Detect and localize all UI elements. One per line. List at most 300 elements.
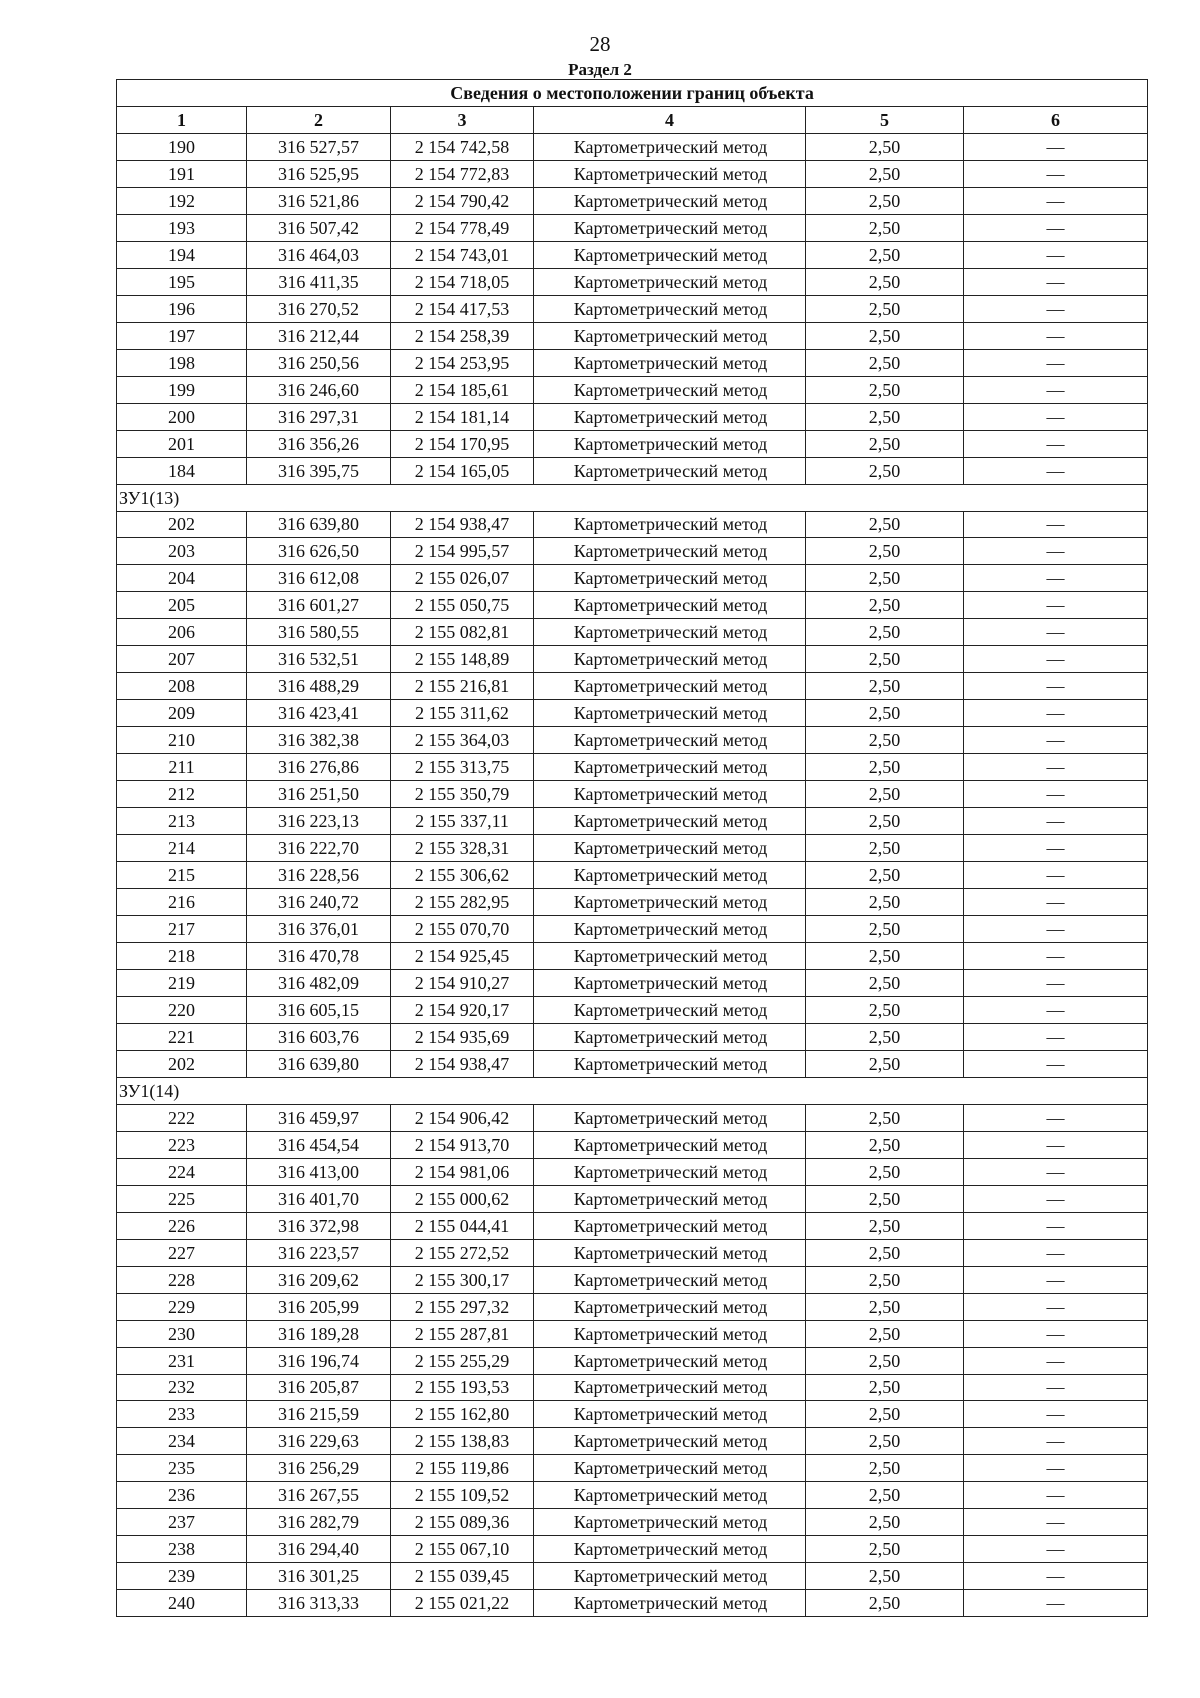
note-cell: —	[964, 1563, 1148, 1590]
method-cell: Картометрический метод	[534, 862, 806, 889]
accuracy-cell: 2,50	[806, 781, 964, 808]
note-cell: —	[964, 943, 1148, 970]
note-cell: —	[964, 1374, 1148, 1401]
y-coordinate-cell: 2 155 255,29	[391, 1347, 534, 1374]
accuracy-cell: 2,50	[806, 754, 964, 781]
note-cell: —	[964, 511, 1148, 538]
x-coordinate-cell: 316 250,56	[247, 349, 391, 376]
method-cell: Картометрический метод	[534, 457, 806, 484]
note-cell: —	[964, 1104, 1148, 1131]
y-coordinate-cell: 2 154 938,47	[391, 511, 534, 538]
y-coordinate-cell: 2 155 162,80	[391, 1401, 534, 1428]
method-cell: Картометрический метод	[534, 916, 806, 943]
accuracy-cell: 2,50	[806, 1050, 964, 1077]
method-cell: Картометрический метод	[534, 1374, 806, 1401]
point-number-cell: 222	[117, 1104, 247, 1131]
accuracy-cell: 2,50	[806, 457, 964, 484]
method-cell: Картометрический метод	[534, 943, 806, 970]
y-coordinate-cell: 2 154 258,39	[391, 322, 534, 349]
table-row	[117, 1428, 1148, 1455]
point-number-cell: 239	[117, 1563, 247, 1590]
table-row	[117, 1131, 1148, 1158]
x-coordinate-cell: 316 454,54	[247, 1131, 391, 1158]
point-number-cell: 195	[117, 268, 247, 295]
method-cell: Картометрический метод	[534, 322, 806, 349]
table-row	[117, 943, 1148, 970]
table-row	[117, 241, 1148, 268]
method-cell: Картометрический метод	[534, 1590, 806, 1617]
accuracy-cell: 2,50	[806, 808, 964, 835]
table-row	[117, 565, 1148, 592]
accuracy-cell: 2,50	[806, 943, 964, 970]
point-number-cell: 224	[117, 1158, 247, 1185]
x-coordinate-cell: 316 251,50	[247, 781, 391, 808]
table-row	[117, 322, 1148, 349]
table-title: Сведения о местоположении границ объекта	[117, 80, 1148, 107]
y-coordinate-cell: 2 154 253,95	[391, 349, 534, 376]
x-coordinate-cell: 316 282,79	[247, 1509, 391, 1536]
accuracy-cell: 2,50	[806, 1374, 964, 1401]
point-number-cell: 191	[117, 160, 247, 187]
table-row	[117, 754, 1148, 781]
point-number-cell: 207	[117, 646, 247, 673]
note-cell: —	[964, 160, 1148, 187]
accuracy-cell: 2,50	[806, 268, 964, 295]
x-coordinate-cell: 316 223,13	[247, 808, 391, 835]
y-coordinate-cell: 2 155 026,07	[391, 565, 534, 592]
method-cell: Картометрический метод	[534, 754, 806, 781]
note-cell: —	[964, 1428, 1148, 1455]
note-cell: —	[964, 538, 1148, 565]
table-row	[117, 1104, 1148, 1131]
method-cell: Картометрический метод	[534, 1104, 806, 1131]
x-coordinate-cell: 316 209,62	[247, 1266, 391, 1293]
note-cell: —	[964, 889, 1148, 916]
accuracy-cell: 2,50	[806, 565, 964, 592]
accuracy-cell: 2,50	[806, 1482, 964, 1509]
x-coordinate-cell: 316 228,56	[247, 862, 391, 889]
x-coordinate-cell: 316 189,28	[247, 1320, 391, 1347]
x-coordinate-cell: 316 488,29	[247, 673, 391, 700]
point-number-cell: 202	[117, 511, 247, 538]
point-number-cell: 201	[117, 430, 247, 457]
x-coordinate-cell: 316 601,27	[247, 592, 391, 619]
point-number-cell: 193	[117, 214, 247, 241]
point-number-cell: 229	[117, 1293, 247, 1320]
table-row	[117, 1455, 1148, 1482]
y-coordinate-cell: 2 154 170,95	[391, 430, 534, 457]
point-number-cell: 212	[117, 781, 247, 808]
method-cell: Картометрический метод	[534, 187, 806, 214]
x-coordinate-cell: 316 270,52	[247, 295, 391, 322]
table-row	[117, 781, 1148, 808]
note-cell: —	[964, 457, 1148, 484]
y-coordinate-cell: 2 154 742,58	[391, 133, 534, 160]
x-coordinate-cell: 316 459,97	[247, 1104, 391, 1131]
method-cell: Картометрический метод	[534, 619, 806, 646]
note-cell: —	[964, 1131, 1148, 1158]
table-row	[117, 862, 1148, 889]
method-cell: Картометрический метод	[534, 1563, 806, 1590]
accuracy-cell: 2,50	[806, 1185, 964, 1212]
table-row	[117, 619, 1148, 646]
point-number-cell: 206	[117, 619, 247, 646]
note-cell: —	[964, 1023, 1148, 1050]
point-number-cell: 197	[117, 322, 247, 349]
accuracy-cell: 2,50	[806, 1401, 964, 1428]
group-row	[117, 484, 1148, 511]
note-cell: —	[964, 808, 1148, 835]
note-cell: —	[964, 727, 1148, 754]
accuracy-cell: 2,50	[806, 295, 964, 322]
x-coordinate-cell: 316 639,80	[247, 511, 391, 538]
table-row	[117, 673, 1148, 700]
x-coordinate-cell: 316 356,26	[247, 430, 391, 457]
table-row	[117, 1509, 1148, 1536]
page-number: 28	[589, 32, 611, 56]
method-cell: Картометрический метод	[534, 673, 806, 700]
table-row	[117, 916, 1148, 943]
accuracy-cell: 2,50	[806, 646, 964, 673]
y-coordinate-cell: 2 154 185,61	[391, 376, 534, 403]
point-number-cell: 223	[117, 1131, 247, 1158]
table-row	[117, 1536, 1148, 1563]
point-number-cell: 200	[117, 403, 247, 430]
note-cell: —	[964, 754, 1148, 781]
note-cell: —	[964, 1050, 1148, 1077]
accuracy-cell: 2,50	[806, 1563, 964, 1590]
note-cell: —	[964, 1185, 1148, 1212]
x-coordinate-cell: 316 240,72	[247, 889, 391, 916]
accuracy-cell: 2,50	[806, 1536, 964, 1563]
y-coordinate-cell: 2 155 311,62	[391, 700, 534, 727]
point-number-cell: 210	[117, 727, 247, 754]
table-row	[117, 700, 1148, 727]
point-number-cell: 204	[117, 565, 247, 592]
accuracy-cell: 2,50	[806, 862, 964, 889]
y-coordinate-cell: 2 155 050,75	[391, 592, 534, 619]
method-cell: Картометрический метод	[534, 1509, 806, 1536]
y-coordinate-cell: 2 155 282,95	[391, 889, 534, 916]
method-cell: Картометрический метод	[534, 1347, 806, 1374]
method-cell: Картометрический метод	[534, 1401, 806, 1428]
note-cell: —	[964, 430, 1148, 457]
y-coordinate-cell: 2 155 119,86	[391, 1455, 534, 1482]
accuracy-cell: 2,50	[806, 376, 964, 403]
method-cell: Картометрический метод	[534, 835, 806, 862]
x-coordinate-cell: 316 256,29	[247, 1455, 391, 1482]
method-cell: Картометрический метод	[534, 268, 806, 295]
accuracy-cell: 2,50	[806, 430, 964, 457]
method-cell: Картометрический метод	[534, 538, 806, 565]
point-number-cell: 228	[117, 1266, 247, 1293]
method-cell: Картометрический метод	[534, 1293, 806, 1320]
point-number-cell: 236	[117, 1482, 247, 1509]
point-number-cell: 196	[117, 295, 247, 322]
point-number-cell: 233	[117, 1401, 247, 1428]
x-coordinate-cell: 316 196,74	[247, 1347, 391, 1374]
x-coordinate-cell: 316 612,08	[247, 565, 391, 592]
point-number-cell: 237	[117, 1509, 247, 1536]
x-coordinate-cell: 316 482,09	[247, 969, 391, 996]
y-coordinate-cell: 2 155 364,03	[391, 727, 534, 754]
y-coordinate-cell: 2 155 328,31	[391, 835, 534, 862]
note-cell: —	[964, 133, 1148, 160]
y-coordinate-cell: 2 155 306,62	[391, 862, 534, 889]
method-cell: Картометрический метод	[534, 781, 806, 808]
y-coordinate-cell: 2 155 070,70	[391, 916, 534, 943]
method-cell: Картометрический метод	[534, 1482, 806, 1509]
note-cell: —	[964, 1401, 1148, 1428]
x-coordinate-cell: 316 507,42	[247, 214, 391, 241]
accuracy-cell: 2,50	[806, 592, 964, 619]
y-coordinate-cell: 2 154 718,05	[391, 268, 534, 295]
x-coordinate-cell: 316 215,59	[247, 1401, 391, 1428]
point-number-cell: 225	[117, 1185, 247, 1212]
table-row	[117, 457, 1148, 484]
table-row	[117, 1293, 1148, 1320]
note-cell: —	[964, 1212, 1148, 1239]
x-coordinate-cell: 316 267,55	[247, 1482, 391, 1509]
accuracy-cell: 2,50	[806, 1212, 964, 1239]
point-number-cell: 234	[117, 1428, 247, 1455]
method-cell: Картометрический метод	[534, 1320, 806, 1347]
note-cell: —	[964, 1320, 1148, 1347]
column-header: 4	[534, 106, 806, 133]
table-row	[117, 996, 1148, 1023]
y-coordinate-cell: 2 155 193,53	[391, 1374, 534, 1401]
method-cell: Картометрический метод	[534, 1023, 806, 1050]
note-cell: —	[964, 619, 1148, 646]
table-row	[117, 295, 1148, 322]
method-cell: Картометрический метод	[534, 1428, 806, 1455]
point-number-cell: 227	[117, 1239, 247, 1266]
y-coordinate-cell: 2 155 000,62	[391, 1185, 534, 1212]
accuracy-cell: 2,50	[806, 187, 964, 214]
note-cell: —	[964, 241, 1148, 268]
point-number-cell: 194	[117, 241, 247, 268]
point-number-cell: 205	[117, 592, 247, 619]
note-cell: —	[964, 268, 1148, 295]
x-coordinate-cell: 316 521,86	[247, 187, 391, 214]
method-cell: Картометрический метод	[534, 1536, 806, 1563]
column-header: 2	[247, 106, 391, 133]
accuracy-cell: 2,50	[806, 1239, 964, 1266]
y-coordinate-cell: 2 155 044,41	[391, 1212, 534, 1239]
point-number-cell: 184	[117, 457, 247, 484]
accuracy-cell: 2,50	[806, 1428, 964, 1455]
accuracy-cell: 2,50	[806, 673, 964, 700]
point-number-cell: 217	[117, 916, 247, 943]
table-row	[117, 646, 1148, 673]
x-coordinate-cell: 316 297,31	[247, 403, 391, 430]
point-number-cell: 215	[117, 862, 247, 889]
group-row	[117, 1077, 1148, 1104]
x-coordinate-cell: 316 525,95	[247, 160, 391, 187]
method-cell: Картометрический метод	[534, 727, 806, 754]
y-coordinate-cell: 2 155 138,83	[391, 1428, 534, 1455]
section-title: Раздел 2	[568, 60, 632, 79]
y-coordinate-cell: 2 155 216,81	[391, 673, 534, 700]
table-row	[117, 969, 1148, 996]
y-coordinate-cell: 2 154 790,42	[391, 187, 534, 214]
point-number-cell: 213	[117, 808, 247, 835]
point-number-cell: 231	[117, 1347, 247, 1374]
note-cell: —	[964, 295, 1148, 322]
x-coordinate-cell: 316 413,00	[247, 1158, 391, 1185]
point-number-cell: 219	[117, 969, 247, 996]
note-cell: —	[964, 969, 1148, 996]
column-header-row	[117, 106, 1148, 133]
point-number-cell: 211	[117, 754, 247, 781]
note-cell: —	[964, 1455, 1148, 1482]
table-row	[117, 1401, 1148, 1428]
y-coordinate-cell: 2 154 925,45	[391, 943, 534, 970]
note-cell: —	[964, 996, 1148, 1023]
accuracy-cell: 2,50	[806, 1158, 964, 1185]
table-row	[117, 430, 1148, 457]
note-cell: —	[964, 565, 1148, 592]
method-cell: Картометрический метод	[534, 376, 806, 403]
table-row	[117, 592, 1148, 619]
note-cell: —	[964, 1158, 1148, 1185]
y-coordinate-cell: 2 155 067,10	[391, 1536, 534, 1563]
x-coordinate-cell: 316 605,15	[247, 996, 391, 1023]
accuracy-cell: 2,50	[806, 1266, 964, 1293]
method-cell: Картометрический метод	[534, 1158, 806, 1185]
note-cell: —	[964, 1536, 1148, 1563]
y-coordinate-cell: 2 154 906,42	[391, 1104, 534, 1131]
y-coordinate-cell: 2 154 995,57	[391, 538, 534, 565]
table-row	[117, 1023, 1148, 1050]
method-cell: Картометрический метод	[534, 430, 806, 457]
accuracy-cell: 2,50	[806, 160, 964, 187]
method-cell: Картометрический метод	[534, 1455, 806, 1482]
x-coordinate-cell: 316 205,99	[247, 1293, 391, 1320]
method-cell: Картометрический метод	[534, 1131, 806, 1158]
point-number-cell: 198	[117, 349, 247, 376]
method-cell: Картометрический метод	[534, 969, 806, 996]
table-row	[117, 835, 1148, 862]
accuracy-cell: 2,50	[806, 916, 964, 943]
y-coordinate-cell: 2 155 287,81	[391, 1320, 534, 1347]
table-row	[117, 160, 1148, 187]
x-coordinate-cell: 316 395,75	[247, 457, 391, 484]
y-coordinate-cell: 2 155 300,17	[391, 1266, 534, 1293]
accuracy-cell: 2,50	[806, 214, 964, 241]
point-number-cell: 199	[117, 376, 247, 403]
x-coordinate-cell: 316 411,35	[247, 268, 391, 295]
x-coordinate-cell: 316 470,78	[247, 943, 391, 970]
note-cell: —	[964, 1590, 1148, 1617]
x-coordinate-cell: 316 313,33	[247, 1590, 391, 1617]
y-coordinate-cell: 2 154 938,47	[391, 1050, 534, 1077]
accuracy-cell: 2,50	[806, 1320, 964, 1347]
accuracy-cell: 2,50	[806, 835, 964, 862]
point-number-cell: 235	[117, 1455, 247, 1482]
accuracy-cell: 2,50	[806, 1509, 964, 1536]
accuracy-cell: 2,50	[806, 133, 964, 160]
table-row	[117, 1482, 1148, 1509]
x-coordinate-cell: 316 401,70	[247, 1185, 391, 1212]
x-coordinate-cell: 316 527,57	[247, 133, 391, 160]
note-cell: —	[964, 349, 1148, 376]
table-row	[117, 1590, 1148, 1617]
accuracy-cell: 2,50	[806, 322, 964, 349]
accuracy-cell: 2,50	[806, 700, 964, 727]
method-cell: Картометрический метод	[534, 511, 806, 538]
y-coordinate-cell: 2 154 910,27	[391, 969, 534, 996]
note-cell: —	[964, 592, 1148, 619]
method-cell: Картометрический метод	[534, 403, 806, 430]
x-coordinate-cell: 316 372,98	[247, 1212, 391, 1239]
table-row	[117, 1563, 1148, 1590]
x-coordinate-cell: 316 294,40	[247, 1536, 391, 1563]
x-coordinate-cell: 316 212,44	[247, 322, 391, 349]
table-row	[117, 187, 1148, 214]
point-number-cell: 208	[117, 673, 247, 700]
note-cell: —	[964, 1482, 1148, 1509]
table-row	[117, 1374, 1148, 1401]
y-coordinate-cell: 2 155 272,52	[391, 1239, 534, 1266]
y-coordinate-cell: 2 155 313,75	[391, 754, 534, 781]
method-cell: Картометрический метод	[534, 1266, 806, 1293]
y-coordinate-cell: 2 155 082,81	[391, 619, 534, 646]
accuracy-cell: 2,50	[806, 619, 964, 646]
table-row	[117, 1185, 1148, 1212]
x-coordinate-cell: 316 639,80	[247, 1050, 391, 1077]
point-number-cell: 192	[117, 187, 247, 214]
y-coordinate-cell: 2 154 778,49	[391, 214, 534, 241]
note-cell: —	[964, 403, 1148, 430]
point-number-cell: 230	[117, 1320, 247, 1347]
note-cell: —	[964, 862, 1148, 889]
table-row	[117, 1347, 1148, 1374]
y-coordinate-cell: 2 155 337,11	[391, 808, 534, 835]
point-number-cell: 203	[117, 538, 247, 565]
point-number-cell: 214	[117, 835, 247, 862]
accuracy-cell: 2,50	[806, 969, 964, 996]
note-cell: —	[964, 1347, 1148, 1374]
note-cell: —	[964, 1293, 1148, 1320]
point-number-cell: 202	[117, 1050, 247, 1077]
note-cell: —	[964, 700, 1148, 727]
x-coordinate-cell: 316 423,41	[247, 700, 391, 727]
table-row	[117, 1266, 1148, 1293]
accuracy-cell: 2,50	[806, 403, 964, 430]
method-cell: Картометрический метод	[534, 592, 806, 619]
y-coordinate-cell: 2 154 981,06	[391, 1158, 534, 1185]
accuracy-cell: 2,50	[806, 538, 964, 565]
y-coordinate-cell: 2 154 920,17	[391, 996, 534, 1023]
x-coordinate-cell: 316 276,86	[247, 754, 391, 781]
table-row	[117, 727, 1148, 754]
table-row	[117, 133, 1148, 160]
note-cell: —	[964, 214, 1148, 241]
y-coordinate-cell: 2 154 181,14	[391, 403, 534, 430]
y-coordinate-cell: 2 154 743,01	[391, 241, 534, 268]
note-cell: —	[964, 187, 1148, 214]
note-cell: —	[964, 781, 1148, 808]
point-number-cell: 220	[117, 996, 247, 1023]
x-coordinate-cell: 316 580,55	[247, 619, 391, 646]
accuracy-cell: 2,50	[806, 1590, 964, 1617]
x-coordinate-cell: 316 603,76	[247, 1023, 391, 1050]
table-row	[117, 349, 1148, 376]
table-row	[117, 1320, 1148, 1347]
note-cell: —	[964, 835, 1148, 862]
table-row	[117, 403, 1148, 430]
